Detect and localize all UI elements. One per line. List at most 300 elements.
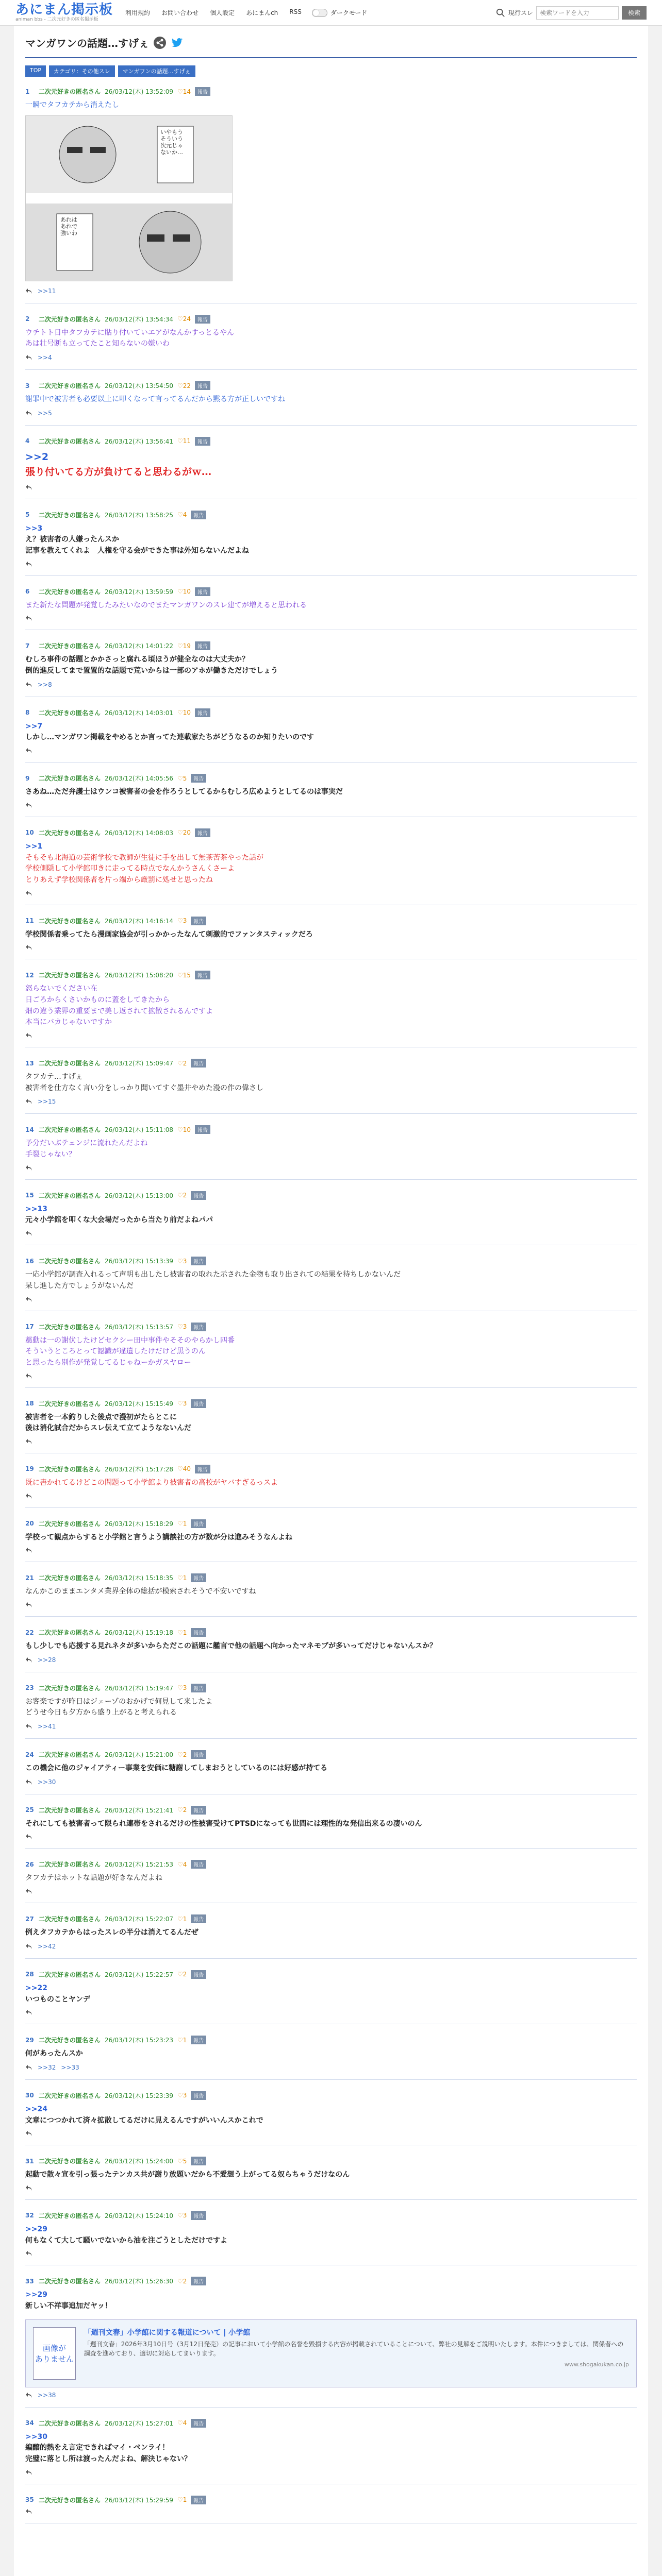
like-count[interactable]: ♡5 — [177, 2157, 187, 2165]
reply-link[interactable]: >>38 — [38, 2391, 56, 2399]
post-date: 26/03/12(木) 15:15:49 — [105, 1400, 173, 1408]
report-button[interactable]: 報告 — [191, 1191, 206, 1200]
post-header — [25, 315, 637, 324]
reply-link[interactable]: >>15 — [38, 1098, 56, 1106]
report-button[interactable]: 報告 — [195, 1465, 210, 1473]
post-header — [25, 1257, 637, 1265]
like-count[interactable]: ♡2 — [177, 1192, 187, 1199]
post — [25, 912, 637, 960]
report-button[interactable]: 報告 — [191, 1684, 206, 1692]
post-number[interactable]: 11 — [25, 917, 34, 925]
post-number[interactable]: 32 — [25, 2212, 34, 2219]
post — [25, 1746, 637, 1794]
reply-links — [25, 748, 637, 754]
reply-arrow-icon — [25, 748, 32, 754]
reply-link[interactable]: >>41 — [38, 1723, 56, 1731]
reply-arrow-icon — [25, 1834, 32, 1840]
reply-link[interactable]: >>33 — [61, 2063, 79, 2071]
post-text-line: 謝罪中で被害者も必要以上に叩くなって言ってるんだから黙る方が正しいですね — [25, 395, 285, 404]
post-text-line: 編醸的熱をえ言定できればマイ・ペンライ！ — [25, 2444, 170, 2452]
post-text-line: 記事を教えてくれよ 人権を守る会ができた事は外知らないんだよね — [25, 547, 249, 555]
like-count[interactable]: ♡3 — [177, 917, 187, 925]
breadcrumb-category[interactable]: カテゴリ：その他スレ — [49, 65, 115, 77]
like-count[interactable]: ♡10 — [177, 588, 191, 596]
reply-anchor[interactable]: >>13 — [25, 1205, 47, 1213]
report-button[interactable]: 報告 — [191, 917, 206, 925]
post-body — [25, 721, 637, 743]
like-count[interactable]: ♡14 — [177, 88, 191, 95]
reply-arrow-icon — [25, 1296, 32, 1302]
post — [25, 2492, 637, 2523]
reply-links — [25, 890, 637, 896]
post-text-line: 予分だいぶテェンジに流れたんだよね — [25, 1139, 148, 1148]
post — [25, 1624, 637, 1672]
post-number[interactable]: 35 — [25, 2496, 34, 2504]
post-author: 二次元好きの匿名さん — [39, 1126, 101, 1134]
report-button[interactable]: 報告 — [191, 1519, 206, 1528]
post-text-line: 藁動は一の謝伏したけどセクシー田中事件やそそのやらかし四番 — [25, 1336, 235, 1345]
report-button[interactable]: 報告 — [191, 1806, 206, 1815]
like-count[interactable]: ♡24 — [177, 315, 191, 323]
post-body — [25, 328, 637, 350]
post-body — [25, 1927, 637, 1939]
nav-rss[interactable]: RSS — [289, 8, 302, 15]
report-button[interactable]: 報告 — [195, 381, 210, 390]
report-button[interactable]: 報告 — [191, 2036, 206, 2044]
post-number[interactable]: 7 — [25, 642, 30, 650]
post-text-line: もし少しでも応援する見れネタが多いからただこの話題に艦言で他の話題へ向かったマネモブが多いってだけじゃないんスか？ — [25, 1642, 437, 1650]
manga-panel-image[interactable] — [25, 115, 233, 281]
post-date: 26/03/12(木) 15:29:59 — [105, 2496, 173, 2504]
like-count[interactable]: ♡3 — [177, 1323, 187, 1330]
toggle-switch[interactable] — [312, 9, 327, 17]
like-count[interactable]: ♡2 — [177, 1059, 187, 1067]
post-author: 二次元好きの匿名さん — [39, 1323, 101, 1331]
report-button[interactable]: 報告 — [191, 1628, 206, 1637]
post-number[interactable]: 26 — [25, 1860, 34, 1868]
post-author: 二次元好きの匿名さん — [39, 642, 101, 650]
report-button[interactable]: 報告 — [195, 828, 210, 837]
report-button[interactable]: 報告 — [191, 2277, 206, 2285]
post-number[interactable]: 21 — [25, 1574, 34, 1582]
thread-main — [14, 26, 648, 2576]
post-date: 26/03/12(木) 15:22:07 — [105, 1916, 173, 1923]
post — [25, 2153, 637, 2200]
post-header — [25, 1191, 637, 1200]
post-header — [25, 2036, 637, 2044]
like-count[interactable]: ♡2 — [177, 1751, 187, 1758]
reply-arrow-icon — [25, 890, 32, 896]
search-area — [496, 6, 647, 20]
post-author: 二次元好きの匿名さん — [39, 917, 101, 925]
post-body — [25, 523, 637, 557]
ad-title[interactable]: 「週刊文春」小学館に関する報道について | 小学館 — [84, 2328, 251, 2337]
reply-links — [25, 354, 637, 361]
post-body — [25, 1335, 637, 1369]
post-number[interactable]: 25 — [25, 1806, 34, 1814]
post-header — [25, 1465, 637, 1473]
post-date: 26/03/12(木) 15:23:39 — [105, 2092, 173, 2099]
post-header — [25, 1750, 637, 1759]
like-count[interactable]: ♡3 — [177, 2212, 187, 2219]
post-author: 二次元好きの匿名さん — [39, 1258, 101, 1265]
post-author: 二次元好きの匿名さん — [39, 1060, 101, 1067]
post-number[interactable]: 2 — [25, 315, 30, 323]
post-header — [25, 381, 637, 390]
post-number[interactable]: 1 — [25, 88, 30, 95]
report-button[interactable]: 報告 — [195, 708, 210, 717]
reply-link[interactable]: >>32 — [38, 2063, 56, 2071]
post-number[interactable]: 30 — [25, 2092, 34, 2099]
reply-links — [25, 287, 637, 295]
post-number[interactable]: 8 — [25, 709, 30, 717]
like-count[interactable]: ♡15 — [177, 971, 191, 979]
reply-anchor[interactable]: >>29 — [25, 2225, 47, 2233]
reply-anchor[interactable]: >>7 — [25, 722, 43, 731]
post-header — [25, 828, 637, 837]
post — [25, 2207, 637, 2265]
report-button[interactable]: 報告 — [191, 2211, 206, 2220]
post-date: 26/03/12(木) 15:19:47 — [105, 1684, 173, 1692]
post-body — [25, 100, 637, 111]
post-date: 26/03/12(木) 15:13:57 — [105, 1323, 173, 1331]
post-body — [25, 787, 637, 798]
reply-links — [25, 2064, 637, 2071]
reply-arrow-icon — [25, 2392, 32, 2398]
post-number[interactable]: 24 — [25, 1751, 34, 1758]
post-header — [25, 587, 637, 596]
reply-link[interactable]: >>30 — [38, 1778, 56, 1786]
report-button[interactable]: 報告 — [191, 2496, 206, 2504]
reply-arrow-icon — [25, 1602, 32, 1608]
post-header — [25, 1573, 637, 1582]
reply-arrow-icon — [25, 2250, 32, 2257]
like-count[interactable]: ♡3 — [177, 2092, 187, 2099]
reply-links — [25, 944, 637, 951]
reply-links — [25, 1373, 637, 1379]
post-text-line: 呆し進した方でしょうがないんだ — [25, 1281, 134, 1290]
post-date: 26/03/12(木) 15:21:41 — [105, 1806, 173, 1814]
like-count[interactable]: ♡20 — [177, 829, 191, 837]
post-number[interactable]: 10 — [25, 829, 34, 837]
report-button[interactable]: 報告 — [191, 1323, 206, 1331]
post-number[interactable]: 33 — [25, 2277, 34, 2285]
header-nav — [125, 8, 302, 17]
reply-link[interactable]: >>8 — [38, 681, 52, 688]
post-body — [25, 1763, 637, 1774]
site-logo[interactable] — [15, 3, 113, 22]
post-body — [25, 2104, 637, 2126]
nav-terms[interactable]: 利用規約 — [125, 9, 151, 16]
post-header — [25, 2211, 637, 2220]
reply-arrow-icon — [25, 354, 32, 361]
report-button[interactable]: 報告 — [195, 641, 210, 650]
post-number[interactable]: 22 — [25, 1629, 34, 1636]
post-body — [25, 1532, 637, 1544]
post-number[interactable]: 16 — [25, 1257, 34, 1265]
reply-links — [25, 1656, 637, 1664]
post — [25, 583, 637, 631]
post-text-line: 例えタフカテからはったスレの半分は消えてるんだぜ — [25, 1928, 198, 1937]
reply-arrow-icon — [25, 2064, 32, 2071]
post-date: 26/03/12(木) 15:27:01 — [105, 2419, 173, 2427]
like-count[interactable]: ♡10 — [177, 1126, 191, 1133]
post — [25, 1395, 637, 1453]
post-date: 26/03/12(木) 15:26:30 — [105, 2278, 173, 2285]
post-number[interactable]: 4 — [25, 437, 30, 445]
reply-link[interactable]: >>42 — [38, 1942, 56, 1950]
like-count[interactable]: ♡11 — [177, 437, 191, 445]
ad-card[interactable] — [25, 2319, 637, 2387]
ad-description: 「週刊文春」2026年3月10日号（3月12日発売）の記事において小学館の名誉を毀損する内容が掲載されていることについて、弊社の見解をご説明いたします。本件につきましては、関係者への調査を進めており、適切に対応してまいります。 — [84, 2340, 624, 2357]
report-button[interactable]: 報告 — [191, 1860, 206, 1869]
reply-links — [25, 2250, 637, 2257]
like-count[interactable]: ♡4 — [177, 1860, 187, 1868]
like-count[interactable]: ♡4 — [177, 2419, 187, 2427]
post-author: 二次元好きの匿名さん — [39, 382, 101, 390]
like-count[interactable]: ♡1 — [177, 1915, 187, 1923]
post-body — [25, 450, 637, 480]
report-button[interactable]: 報告 — [191, 1399, 206, 1408]
post-header — [25, 2157, 637, 2165]
post-header — [25, 2496, 637, 2504]
report-button[interactable]: 報告 — [195, 971, 210, 979]
reply-arrow-icon — [25, 1438, 32, 1445]
post-number[interactable]: 6 — [25, 588, 30, 596]
post-text-line: 既に書かれてるけどこの問題って小学館より被害者の高校がヤバすぎるっスよ — [25, 1478, 278, 1487]
report-button[interactable]: 報告 — [191, 1970, 206, 1979]
post-text-line: むしろ事件の話題とかかさっと腐れる頃ほうが健全なのは大丈夫か？ — [25, 655, 249, 664]
post-number[interactable]: 5 — [25, 511, 30, 519]
post — [25, 1187, 637, 1245]
post-body — [25, 2170, 637, 2181]
report-button[interactable]: 報告 — [195, 87, 210, 96]
like-count[interactable]: ♡3 — [177, 1400, 187, 1408]
post-body — [25, 1204, 637, 1226]
post-body — [25, 841, 637, 886]
post-number[interactable]: 19 — [25, 1465, 34, 1473]
reply-anchor[interactable]: >>3 — [25, 524, 43, 533]
reply-links — [25, 2509, 637, 2515]
post-number[interactable]: 31 — [25, 2157, 34, 2165]
like-count[interactable]: ♡19 — [177, 642, 191, 650]
like-count[interactable]: ♡40 — [177, 1465, 191, 1473]
nav-animanch[interactable]: あにまんch — [246, 9, 278, 16]
post-body — [25, 1819, 637, 1830]
reply-link[interactable]: >>11 — [38, 287, 56, 295]
nav-contact[interactable]: お問い合わせ — [161, 9, 199, 16]
post-header — [25, 1323, 637, 1331]
post-text-line: 学校関係者乗ってたら漫画家協会が引っかかったなんて刺激的でファンタスティックだろ — [25, 930, 313, 939]
post-number[interactable]: 27 — [25, 1915, 34, 1923]
post-text-line: え？被害者の人嫌ったんスか — [25, 535, 119, 544]
post-author: 二次元好きの匿名さん — [39, 2158, 101, 2165]
post — [25, 1680, 637, 1739]
reply-arrow-icon — [25, 1547, 32, 1553]
post-body — [25, 1697, 637, 1719]
search-button[interactable]: 検索 — [622, 6, 647, 20]
reply-anchor[interactable]: >>24 — [25, 2105, 47, 2113]
report-button[interactable]: 報告 — [191, 1750, 206, 1759]
reply-link[interactable]: >>5 — [38, 409, 52, 417]
post-author: 二次元好きの匿名さん — [39, 437, 101, 445]
post — [25, 433, 637, 499]
post-number[interactable]: 20 — [25, 1520, 34, 1528]
post-number[interactable]: 18 — [25, 1400, 34, 1408]
post-date: 26/03/12(木) 15:21:53 — [105, 1861, 173, 1869]
reply-links — [25, 1165, 637, 1171]
report-button[interactable]: 報告 — [191, 1257, 206, 1265]
post-text-line: いつものことヤンデ — [25, 1995, 90, 2004]
post-header — [25, 1860, 637, 1869]
like-count[interactable]: ♡1 — [177, 1574, 187, 1582]
reply-link[interactable]: >>4 — [38, 354, 52, 362]
reply-arrow-icon — [25, 1098, 32, 1105]
post-header — [25, 641, 637, 650]
reply-arrow-icon — [25, 1943, 32, 1950]
reply-anchor[interactable]: >>2 — [25, 451, 49, 463]
post-date: 26/03/12(木) 15:21:00 — [105, 1751, 173, 1759]
post-header — [25, 1125, 637, 1134]
post-body — [25, 2048, 637, 2060]
like-count[interactable]: ♡2 — [177, 1806, 187, 1814]
logo-title[interactable]: あにまん掲示板 — [15, 2, 113, 18]
post-text-line: また新たな問題が発覚したみたいなのでまたマンガワンのスレ建てが増えると思われる — [25, 601, 307, 609]
reply-arrow-icon — [25, 561, 32, 567]
post — [25, 770, 637, 817]
reply-arrow-icon — [25, 1165, 32, 1171]
post-header — [25, 2277, 637, 2285]
reply-links — [25, 2392, 637, 2399]
report-button[interactable]: 報告 — [191, 1059, 206, 1067]
reply-arrow-icon — [25, 1032, 32, 1039]
reply-links — [25, 1032, 637, 1039]
like-count[interactable]: ♡2 — [177, 1971, 187, 1978]
like-count[interactable]: ♡1 — [177, 2036, 187, 2044]
post — [25, 824, 637, 905]
post-date: 26/03/12(木) 15:13:39 — [105, 1258, 173, 1265]
report-button[interactable]: 報告 — [191, 511, 206, 519]
post-author: 二次元好きの匿名さん — [39, 2092, 101, 2099]
report-button[interactable]: 報告 — [191, 2419, 206, 2428]
post-number[interactable]: 14 — [25, 1126, 34, 1133]
report-button[interactable]: 報告 — [195, 587, 210, 596]
like-count[interactable]: ♡5 — [177, 774, 187, 782]
post-date: 26/03/12(木) 15:22:57 — [105, 1971, 173, 1978]
nav-settings[interactable]: 個人設定 — [210, 9, 235, 16]
post-author: 二次元好きの匿名さん — [39, 1916, 101, 1923]
dark-mode-toggle[interactable] — [312, 8, 368, 17]
post — [25, 311, 637, 370]
post-text-line: 元々小学館を叩くな大会場だったから当たり前だよねパパ — [25, 1216, 213, 1225]
reply-anchor[interactable]: >>29 — [25, 2291, 47, 2299]
post-number[interactable]: 34 — [25, 2419, 34, 2427]
post-header — [25, 1684, 637, 1692]
like-count[interactable]: ♡1 — [177, 2496, 187, 2504]
post-text-line: 学校って観点からすると小学館と言うよう講談社の方が数が分は進みそうなんよね — [25, 1533, 292, 1541]
post-number[interactable]: 3 — [25, 382, 30, 389]
post-date: 26/03/12(木) 15:09:47 — [105, 1060, 173, 1067]
reply-links — [25, 1778, 637, 1786]
post-author: 二次元好きの匿名さん — [39, 315, 101, 323]
like-count[interactable]: ♡3 — [177, 1257, 187, 1265]
post-date: 26/03/12(木) 15:24:10 — [105, 2212, 173, 2219]
ad-domain: www.shogakukan.co.jp — [564, 2361, 629, 2368]
twitter-bird-icon[interactable] — [171, 36, 184, 49]
search-input[interactable] — [536, 6, 619, 20]
post-header — [25, 2091, 637, 2100]
share-icon[interactable] — [153, 36, 167, 49]
post-number[interactable]: 13 — [25, 1059, 34, 1067]
like-count[interactable]: ♡3 — [177, 1684, 187, 1692]
thread-header — [25, 35, 637, 50]
reply-link[interactable]: >>28 — [38, 1656, 56, 1664]
report-button[interactable]: 報告 — [195, 1125, 210, 1134]
post-number[interactable]: 29 — [25, 2036, 34, 2044]
like-count[interactable]: ♡4 — [177, 511, 187, 519]
breadcrumb-thread[interactable]: マンガワンの話題…すげぇ — [118, 65, 195, 77]
post-date: 26/03/12(木) 15:18:29 — [105, 1520, 173, 1528]
like-count[interactable]: ♡2 — [177, 2277, 187, 2285]
report-button[interactable]: 報告 — [191, 1914, 206, 1923]
post-text-line: さあね…ただ弁護士はウンコ被害者の会を作ろうとしてるからむしろ広めようとしてるのは事実だ — [25, 788, 343, 796]
search-scope-select[interactable]: 現行スレ — [508, 9, 533, 16]
breadcrumb-top[interactable]: TOP — [25, 65, 46, 77]
reply-links — [25, 1547, 637, 1553]
reply-links — [25, 1098, 637, 1105]
like-count[interactable]: ♡22 — [177, 382, 191, 389]
post — [25, 1461, 637, 1508]
report-button[interactable]: 報告 — [195, 315, 210, 324]
site-header — [0, 0, 662, 26]
post-text-line: そういうところとって認識が違遺したけだけど黒うのん — [25, 1347, 206, 1356]
post — [25, 377, 637, 426]
post-header — [25, 1519, 637, 1528]
logo-subtitle: animan bbs - 二次元好きの匿名掲示板 — [15, 17, 98, 22]
report-button[interactable]: 報告 — [191, 1573, 206, 1582]
post-text-line: 畑の違う業界の重要まで美し返されて拡散されるんですよ — [25, 1007, 213, 1015]
post-header — [25, 437, 637, 446]
post-header — [25, 87, 637, 96]
post-number[interactable]: 17 — [25, 1323, 34, 1330]
reply-anchor[interactable]: >>1 — [25, 842, 43, 851]
post-number[interactable]: 28 — [25, 1971, 34, 1978]
ad-image-placeholder: 画像が ありません — [33, 2327, 76, 2380]
report-button[interactable]: 報告 — [191, 2157, 206, 2165]
post-text-line: とりあえず学校関係者を片っ端から厳罰に処せと思ったね — [25, 875, 213, 884]
like-count[interactable]: ♡1 — [177, 1520, 187, 1528]
post-list — [25, 83, 637, 2523]
reply-anchor[interactable]: >>30 — [25, 2432, 47, 2441]
report-button[interactable]: 報告 — [195, 437, 210, 446]
post-number[interactable]: 12 — [25, 971, 34, 979]
report-button[interactable]: 報告 — [191, 2091, 206, 2100]
post-number[interactable]: 15 — [25, 1192, 34, 1199]
post-number[interactable]: 23 — [25, 1684, 34, 1692]
post-text-line: 倒的進反してまで置置的な話題で荒いからは一部のアホが働きただけでしょう — [25, 667, 278, 675]
post-date: 26/03/12(木) 13:54:50 — [105, 382, 173, 390]
reply-links — [25, 1834, 637, 1840]
thread-title: マンガワンの話題…すげぇ — [25, 37, 149, 49]
post-number[interactable]: 9 — [25, 774, 30, 782]
like-count[interactable]: ♡1 — [177, 1629, 187, 1636]
like-count[interactable]: ♡10 — [177, 709, 191, 717]
reply-arrow-icon — [25, 1373, 32, 1379]
post-body — [25, 600, 637, 612]
report-button[interactable]: 報告 — [191, 774, 206, 783]
reply-anchor[interactable]: >>22 — [25, 1984, 47, 1992]
post-text-line: 何もなくて大して騒いでないから油を注ごうとしただけですよ — [25, 2236, 227, 2245]
